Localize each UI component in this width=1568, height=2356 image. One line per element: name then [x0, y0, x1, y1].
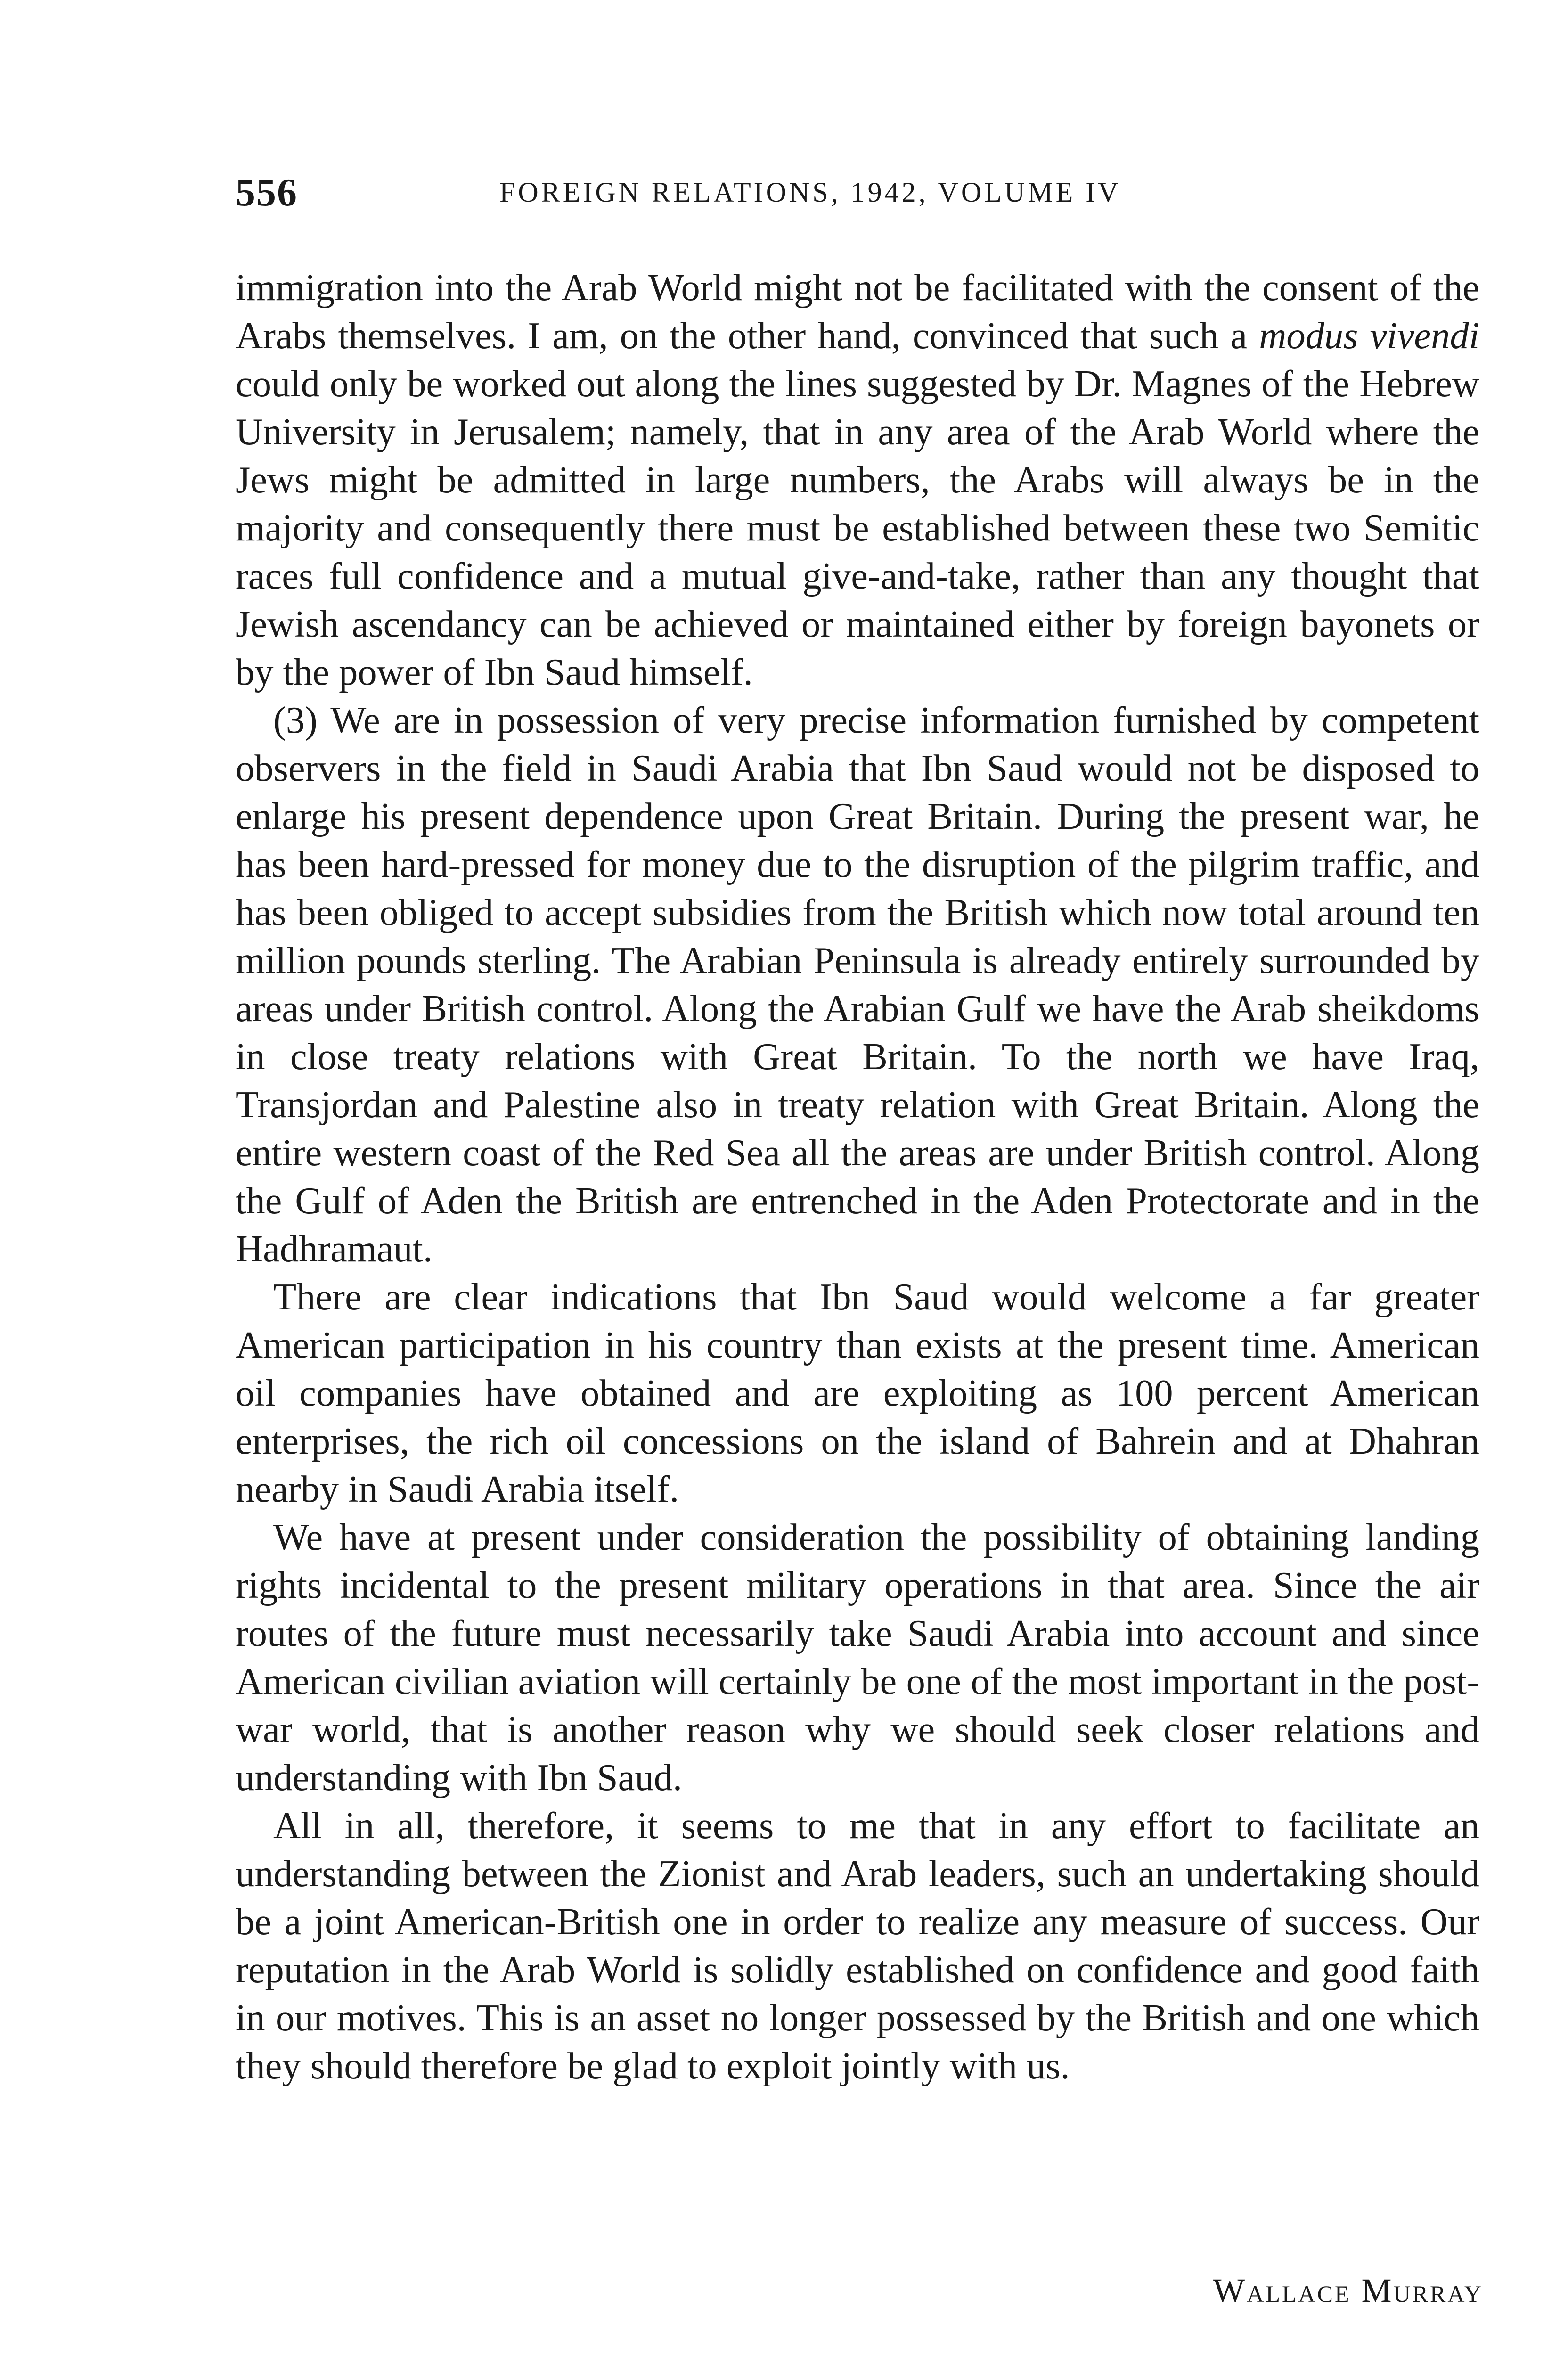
paragraph-continuation	[236, 264, 1479, 696]
page-number: 556	[236, 171, 298, 214]
page-header	[236, 170, 1479, 226]
paragraph-text: could only be worked out along the lines suggested by Dr. Magnes of the Hebrew University in Jerusalem; namely, that in any area of the Arab World where the Jews might be admitted in large numbers, the Arabs will always be in the majority and consequently there must be established between these two Semitic races full confidence and a mutual give-and-take, rather than any thought that Jewish ascendancy can be achieved or maintained either by foreign bayonets or by the power of Ibn Saud himself.	[236, 363, 1479, 693]
running-title: FOREIGN RELATIONS, 1942, VOLUME IV	[499, 177, 1121, 208]
paragraph: There are clear indications that Ibn Saud would welcome a far greater American participation in his country than exists at the present time. American oil companies have obtained and are exploiting as 100 percent American enterprises, the rich oil concessions on the island of Bahrein and at Dhahran nearby in Saudi Arabia itself.	[236, 1276, 1479, 1510]
paragraph: We have at present under consideration the possibility of obtaining landing rights incidental to the present military operations in that area. Since the air routes of the future must necessarily take Saudi Arabia into account and since American civilian aviation will certainly be one of the most important in the post-war world, that is another reason why we should seek closer relations and understanding with Ibn Saud.	[236, 1516, 1479, 1799]
paragraph: (3) We are in possession of very precise information furnished by competent observers in the field in Saudi Arabia that Ibn Saud would not be disposed to enlarge his present dependence upon Great Britain. During the present war, he has been hard-pressed for money due to the disruption of the pilgrim traffic, and has been obliged to accept subsidies from the British which now total around ten million pounds sterling. The Arabian Peninsula is already entirely surrounded by areas under British control. Along the Arabian Gulf we have the Arab sheikdoms in close treaty relations with Great Britain. To the north we have Iraq, Transjordan and Palestine also in treaty relation with Great Britain. Along the entire western coast of the Red Sea all the areas are under British control. Along the Gulf of Aden the British are entrenched in the Aden Protectorate and in the Hadhramaut.	[236, 699, 1479, 1270]
body-text	[236, 264, 1479, 2090]
paragraph: All in all, therefore, it seems to me that in any effort to facilitate an understanding between the Zionist and Arab leaders, such an undertaking should be a joint American-British one in order to realize any measure of success. Our reputation in the Arab World is solidly established on confidence and good faith in our motives. This is an asset no longer possessed by the British and one which they should therefore be glad to exploit jointly with us.	[236, 1805, 1479, 2087]
italic-phrase: modus vivendi	[1259, 315, 1480, 357]
signature: Wallace Murray	[1213, 2272, 1483, 2309]
paragraph-text: immigration into the Arab World might not be facilitated with the consent of the Arabs themselves. I am, on the other hand, convinced that such a	[236, 267, 1479, 357]
